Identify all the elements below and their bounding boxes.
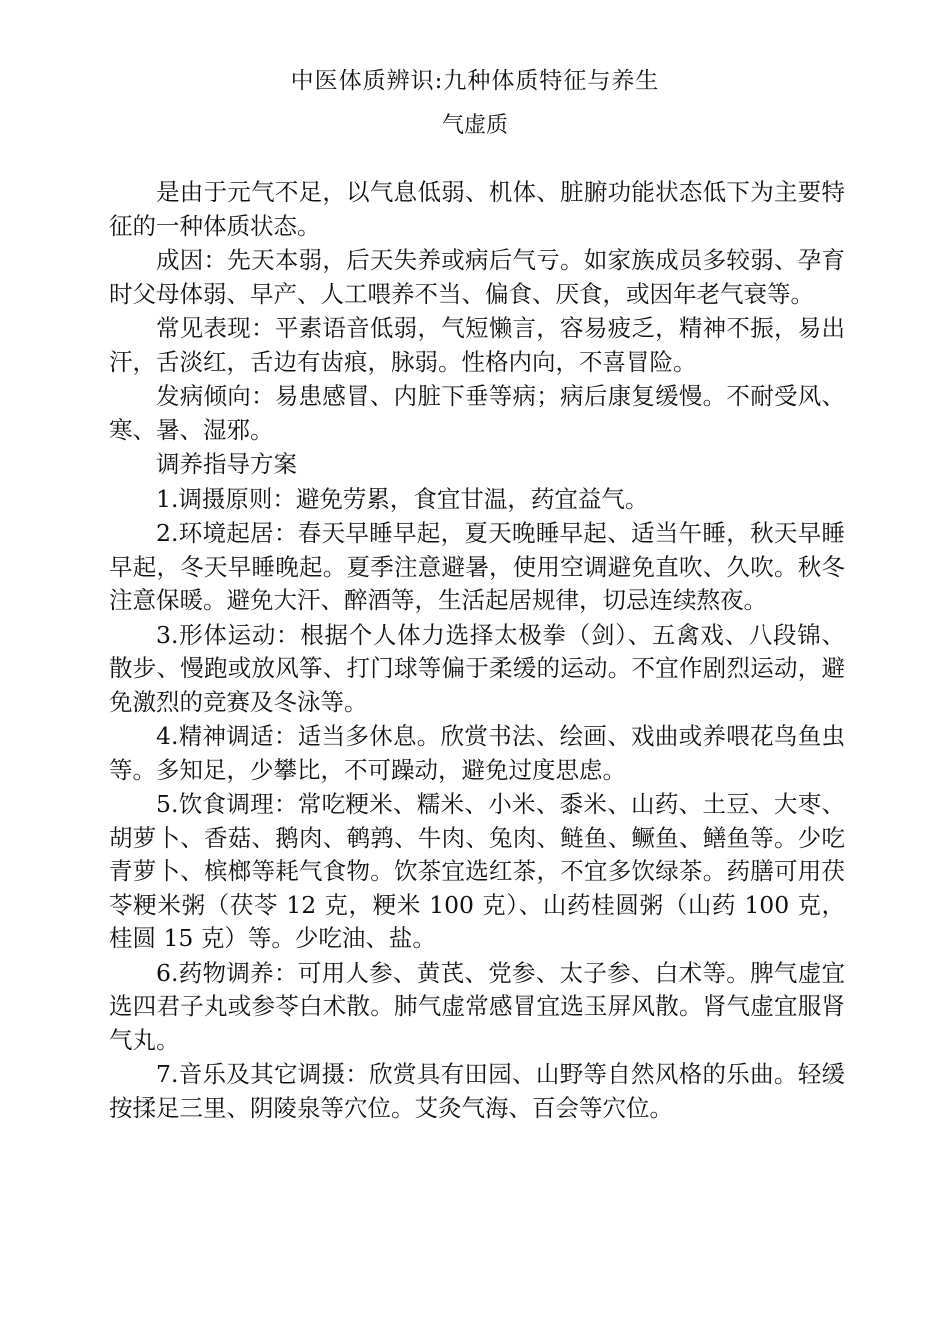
paragraph-item-2: 2.环境起居：春天早睡早起，夏天晚睡早起、适当午睡，秋天早睡早起，冬天早睡晚起。夏季注意避暑，使用空调避免直吹、久吹。秋冬注意保暖。避免大汗、醉酒等，生活起居规律，切忌连续熬夜。: [109, 519, 845, 614]
document-body: [109, 176, 845, 1126]
paragraph-item-6: 6.药物调养：可用人参、黄芪、党参、太子参、白术等。脾气虚宜选四君子丸或参苓白术散。肺气虚常感冒宜选玉屏风散。肾气虚宜服肾气丸。: [109, 958, 845, 1054]
paragraph-tendency: 发病倾向：易患感冒、内脏下垂等病；病后康复缓慢。不耐受风、寒、暑、湿邪。: [109, 382, 845, 444]
document-title: 中医体质辨识:九种体质特征与养生: [290, 68, 660, 94]
paragraph-cause: 成因：先天本弱，后天失养或病后气亏。如家族成员多较弱、孕育时父母体弱、早产、人工喂养不当、偏食、厌食，或因年老气衰等。: [109, 246, 845, 308]
paragraph-symptoms: 常见表现：平素语音低弱，气短懒言，容易疲乏，精神不振，易出汗，舌淡红，舌边有齿痕，脉弱。性格内向，不喜冒险。: [109, 314, 845, 376]
paragraph-item-5: 5.饮食调理：常吃粳米、糯米、小米、黍米、山药、土豆、大枣、胡萝卜、香菇、鹅肉、鹌鹑、牛肉、兔肉、鲢鱼、鳜鱼、鳝鱼等。少吃青萝卜、槟榔等耗气食物。饮茶宜选红茶，不宜多饮绿茶。药膳可用茯苓粳米粥（茯苓 12 克，粳米 100 克）、山药桂圆粥（山药 100 克，桂圆 15 克）等。少吃油、盐。: [109, 790, 845, 952]
paragraph-item-1: 1.调摄原则：避免劳累，食宜甘温，药宜益气。: [156, 484, 649, 513]
section-heading-care-plan: 调养指导方案: [156, 450, 297, 478]
paragraph-definition: 是由于元气不足，以气息低弱、机体、脏腑功能状态低下为主要特征的一种体质状态。: [109, 178, 845, 240]
document-subtitle: 气虚质: [441, 113, 508, 138]
paragraph-item-3: 3.形体运动：根据个人体力选择太极拳（剑）、五禽戏、八段锦、散步、慢跑或放风筝、打门球等偏于柔缓的运动。不宜作剧烈运动，避免激烈的竞赛及冬泳等。: [109, 620, 845, 716]
paragraph-item-4: 4.精神调适：适当多休息。欣赏书法、绘画、戏曲或养喂花鸟鱼虫等。多知足，少攀比，不可躁动，避免过度思虑。: [109, 722, 845, 784]
paragraph-item-7: 7.音乐及其它调摄：欣赏具有田园、山野等自然风格的乐曲。轻缓按揉足三里、阴陵泉等穴位。艾灸气海、百会等穴位。: [109, 1060, 845, 1122]
